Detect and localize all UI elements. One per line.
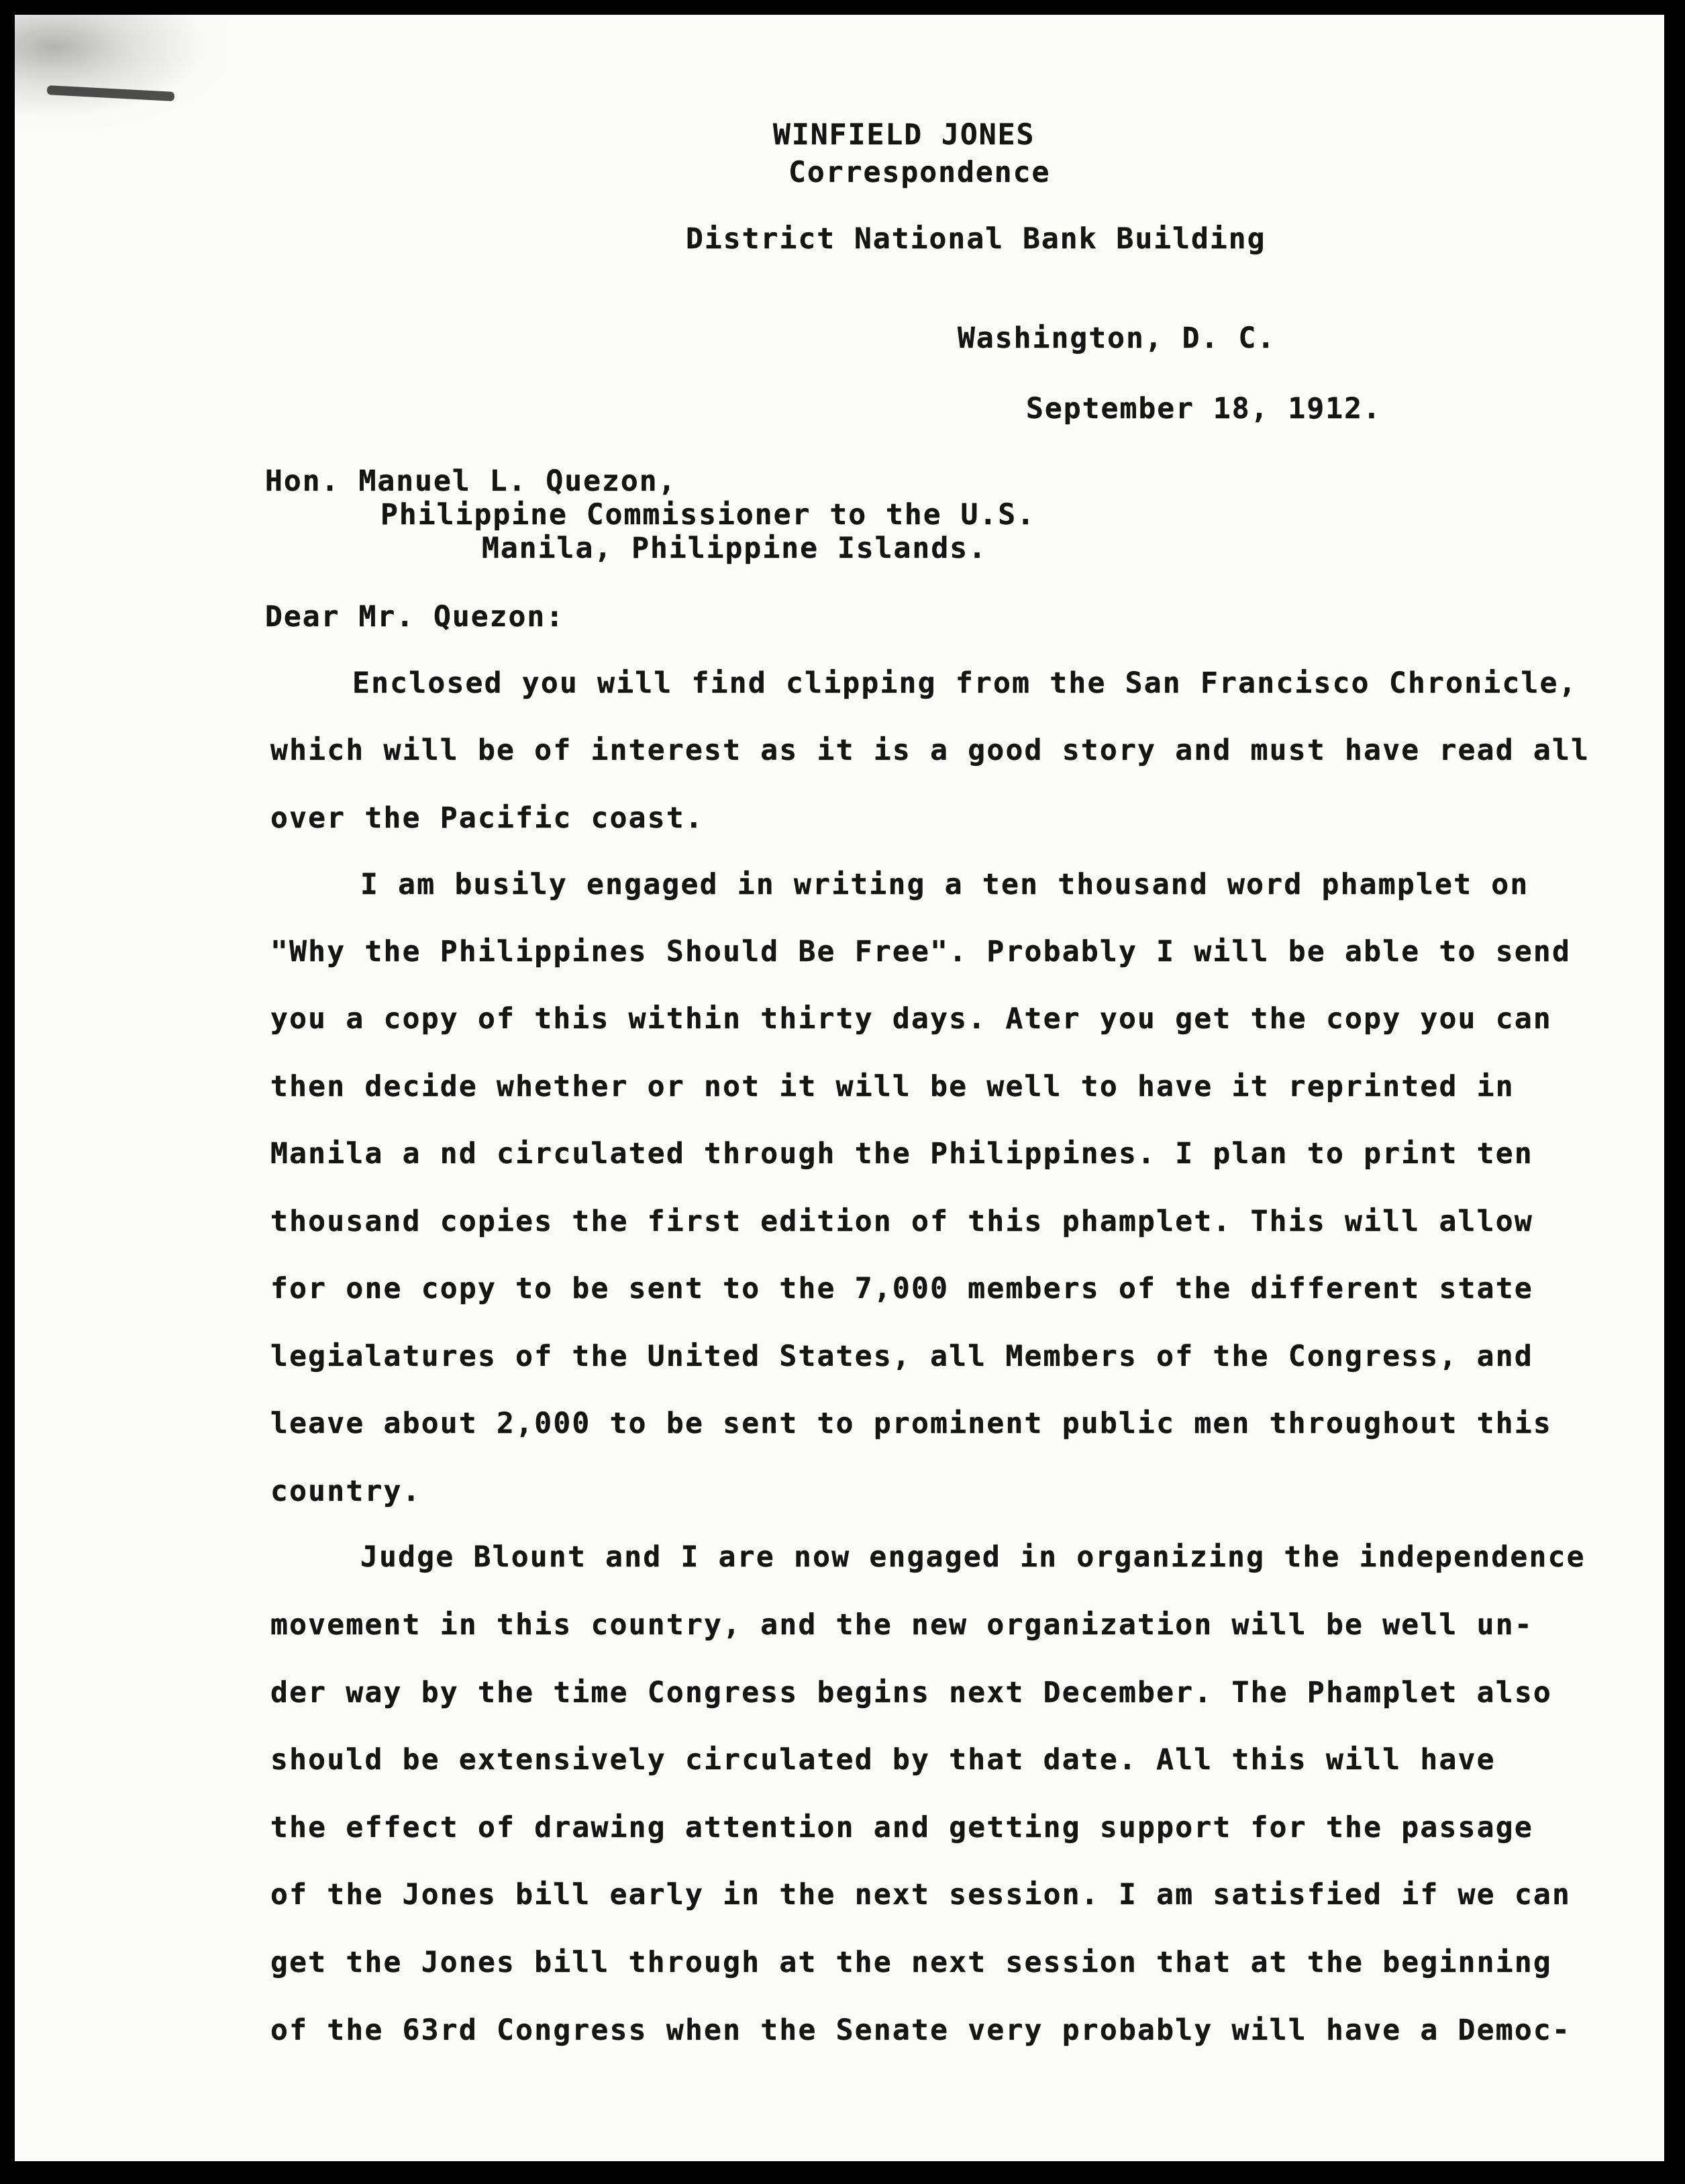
body-line: of the 63rd Congress when the Senate very probably will have a Democ-	[270, 2014, 1572, 2047]
body-line: the effect of drawing attention and getting support for the passage	[270, 1811, 1533, 1844]
body-line: "Why the Philippines Should Be Free". Probably I will be able to send	[270, 935, 1572, 969]
body-line: Enclosed you will find clipping from the San Francisco Chronicle,	[352, 666, 1578, 700]
letterhead-subtitle: Correspondence	[788, 156, 1051, 189]
recipient-title: Philippine Commissioner to the U.S.	[380, 498, 1036, 532]
body-line: should be extensively circulated by that date. All this will have	[270, 1743, 1496, 1777]
body-line: I am busily engaged in writing a ten thousand word phamplet on	[360, 868, 1529, 901]
recipient-name: Hon. Manuel L. Quezon,	[265, 464, 677, 498]
body-line: movement in this country, and the new organization will be well un-	[270, 1608, 1533, 1642]
body-line: of the Jones bill early in the next session. I am satisfied if we can	[270, 1878, 1572, 1912]
letter-place: Washington, D. C.	[958, 321, 1276, 355]
body-line: legialatures of the United States, all Members of the Congress, and	[270, 1340, 1533, 1373]
body-line: you a copy of this within thirty days. Ater you get the copy you can	[270, 1002, 1552, 1036]
body-line: then decide whether or not it will be well to have it reprinted in	[270, 1070, 1515, 1103]
body-line: der way by the time Congress begins next December. The Phamplet also	[270, 1676, 1552, 1709]
body-line: get the Jones bill through at the next session that at the beginning	[270, 1946, 1552, 1979]
scan-smudge	[15, 15, 229, 129]
body-line: thousand copies the first edition of this phamplet. This will allow	[270, 1205, 1533, 1238]
salutation: Dear Mr. Quezon:	[265, 600, 565, 634]
letterhead-address: District National Bank Building	[686, 222, 1266, 256]
body-line: Manila a nd circulated through the Philippines. I plan to print ten	[270, 1137, 1533, 1171]
body-line: country.	[270, 1475, 421, 1508]
letterhead-name: WINFIELD JONES	[773, 118, 1035, 152]
body-line: leave about 2,000 to be sent to prominent public men throughout this	[270, 1407, 1552, 1440]
body-line: Judge Blount and I are now engaged in organizing the independence	[360, 1540, 1586, 1574]
body-line: over the Pacific coast.	[270, 801, 705, 835]
letter-date: September 18, 1912.	[1026, 392, 1382, 426]
body-line: for one copy to be sent to the 7,000 members of the different state	[270, 1272, 1533, 1305]
body-line: which will be of interest as it is a good story and must have read all	[270, 734, 1590, 767]
recipient-location: Manila, Philippine Islands.	[482, 532, 987, 565]
letter-page	[15, 15, 1664, 2161]
